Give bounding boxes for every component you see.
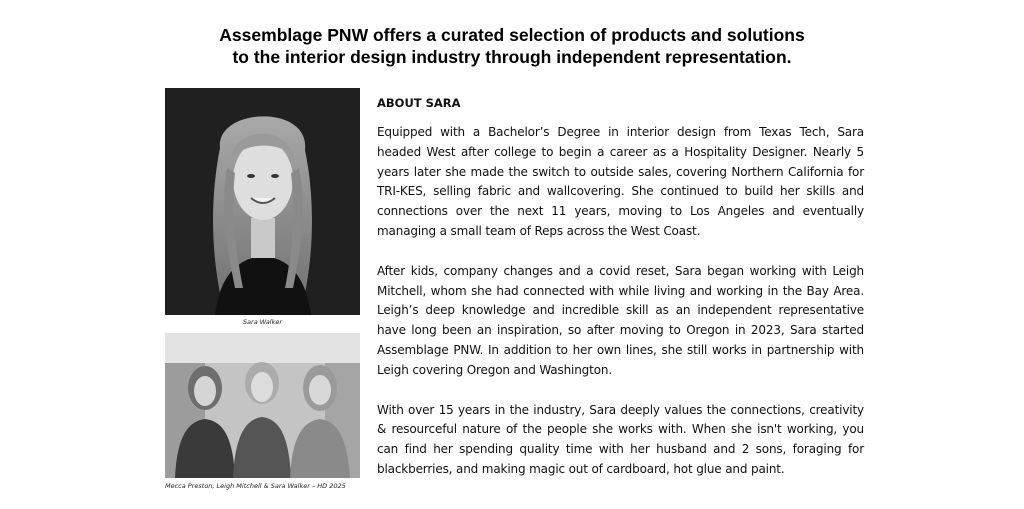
portrait-caption: Sara Walker bbox=[242, 318, 283, 326]
page-headline bbox=[0, 24, 1024, 68]
about-paragraph-1: Equipped with a Bachelor’s Degree in interior design from Texas Tech, Sara headed West after college to begin a career as a Hospitality Designer. Nearly 5 years later she made the switch to outside sales, covering Northern California for TRI-KES, selling fabric and wallcovering. She continued to build her skills and connections over the next 11 years, moving to Los Angeles and eventually managing a small team of Reps across the West Coast. bbox=[377, 125, 864, 238]
group-photo bbox=[165, 333, 360, 478]
group-illustration bbox=[165, 333, 360, 478]
group-caption: Mecca Preston, Leigh Mitchell & Sara Walker – HD 2025 bbox=[165, 482, 346, 490]
about-paragraph-3: With over 15 years in the industry, Sara deeply values the connections, creativity & resourceful nature of the people she works with. When she isn't working, you can find her spending quality time with her husband and 2 sons, foraging for blackberries, and making magic out of cardboard, hot glue and paint. bbox=[377, 402, 864, 476]
about-paragraph-2: After kids, company changes and a covid reset, Sara began working with Leigh Mitchell, whom she had connected with while living and working in the Bay Area. Leigh’s deep knowledge and incredible skill as an independent representative have long been an inspiration, so after moving to Oregon in 2023, Sara started Assemblage PNW. In addition to her own lines, she still works in partnership with Leigh covering Oregon and Washington. bbox=[377, 263, 864, 377]
headline-line-2: to the interior design industry through independent representation. bbox=[232, 47, 792, 67]
about-section bbox=[377, 95, 864, 500]
portrait-illustration bbox=[165, 88, 360, 315]
headline-line-1: Assemblage PNW offers a curated selection of products and solutions bbox=[219, 25, 805, 45]
section-title: ABOUT SARA bbox=[377, 96, 461, 110]
portrait-photo bbox=[165, 88, 360, 315]
